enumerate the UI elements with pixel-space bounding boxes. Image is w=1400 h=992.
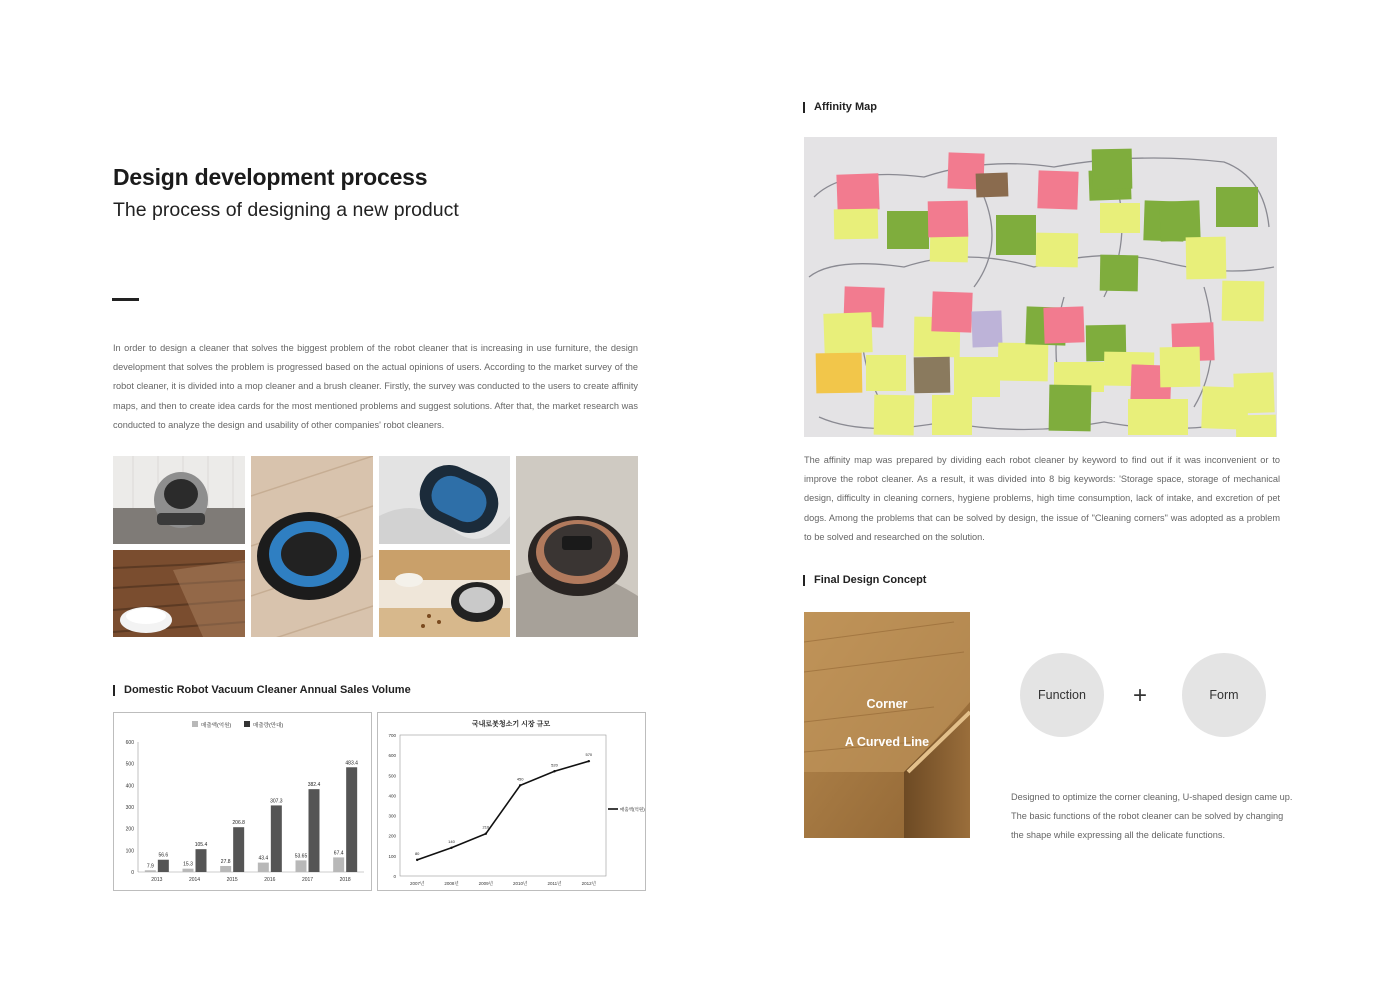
bar-chart-y-tick: 200 [125, 826, 134, 833]
sticky-note [1049, 385, 1092, 432]
line-chart-x-tick: 2009년 [478, 881, 494, 886]
line-chart-y-tick: 0 [393, 874, 396, 879]
sticky-note [976, 172, 1009, 197]
sales-bar-chart [114, 713, 371, 890]
bar-data-label-sales-amount: 15.3 [183, 861, 193, 868]
line-point [588, 760, 590, 762]
line-data-label: 210 [482, 824, 490, 830]
sticky-note [836, 173, 879, 210]
line-point [553, 770, 555, 772]
sticky-note [866, 355, 906, 391]
curved-line-label: A Curved Line [844, 735, 930, 749]
line-data-label: 570 [585, 752, 593, 758]
market-line-chart-panel [377, 712, 646, 891]
line-chart-title: 국내로봇청소기 시장 규모 [471, 721, 551, 728]
sticky-note [1100, 255, 1139, 292]
line-chart-y-tick: 300 [388, 813, 396, 819]
sticky-note [998, 343, 1049, 382]
bar-sales-volume [346, 767, 357, 872]
robot-photo-2 [113, 550, 245, 637]
bar-data-label-sales-volume: 206.8 [232, 820, 245, 827]
bar-chart-x-tick: 2015 [226, 877, 238, 883]
bar-chart-y-tick: 500 [125, 761, 134, 768]
robot-photo-5 [379, 550, 510, 637]
line-legend-label: 매출액(억원) [620, 807, 645, 812]
sticky-note [1036, 233, 1079, 268]
sticky-note [954, 357, 1000, 397]
bar-sales-volume [158, 860, 169, 872]
line-chart-x-tick: 2008년 [444, 881, 459, 886]
line-chart-x-tick: 2011년 [547, 881, 562, 886]
bar-sales-volume [309, 789, 320, 872]
function-circle [1020, 653, 1104, 737]
sticky-note [816, 353, 863, 394]
line-chart-y-tick: 200 [388, 833, 396, 839]
robot-photo-1 [113, 456, 245, 544]
sticky-note [932, 395, 972, 435]
bar-chart-y-tick: 100 [125, 848, 134, 855]
sticky-note [996, 215, 1036, 255]
sticky-note [971, 310, 1002, 347]
bar-chart-y-tick: 0 [131, 870, 134, 876]
sticky-note [1100, 203, 1140, 233]
sticky-note [1236, 415, 1276, 437]
bar-chart-x-tick: 2014 [188, 877, 201, 883]
bar-data-label-sales-volume: 56.6 [158, 852, 169, 859]
bar-sales-volume [196, 849, 207, 872]
bar-data-label-sales-volume: 105.4 [194, 842, 208, 849]
concept-heading: Final Design Concept [803, 574, 926, 586]
sticky-note [887, 211, 929, 249]
bar-sales-amount [296, 860, 307, 872]
bar-sales-amount [220, 866, 231, 872]
bar-data-label-sales-amount: 53.65 [294, 853, 308, 860]
sticky-note [874, 395, 915, 436]
corner-label: Corner [866, 697, 908, 711]
line-chart-x-tick: 2012년 [581, 881, 597, 886]
sales-section-heading: Domestic Robot Vacuum Cleaner Annual Sales Volume [113, 684, 411, 696]
line-chart-y-tick: 500 [388, 773, 396, 779]
line-point [450, 847, 452, 849]
market-line-chart [378, 713, 645, 890]
bar-data-label-sales-amount: 27.8 [220, 858, 231, 865]
line-chart-y-tick: 700 [388, 733, 396, 738]
plus-sign: + [1133, 682, 1148, 709]
bar-sales-amount [258, 863, 269, 872]
sticky-note [1186, 237, 1227, 280]
concept-description: Designed to optimize the corner cleaning, U-shaped design came up. The basic functions of the robot cleaner can be solved by changing the shape while expressing all the delicate functions. [1011, 792, 1293, 841]
line-data-label: 520 [551, 762, 558, 768]
sticky-note [1159, 200, 1200, 241]
affinity-heading: Affinity Map [803, 101, 877, 113]
line-chart-y-tick: 400 [388, 793, 396, 799]
sticky-note [1043, 306, 1084, 343]
bar-chart-y-tick: 400 [125, 783, 134, 790]
sticky-note [1037, 170, 1078, 209]
bar-chart-x-tick: 2016 [264, 877, 276, 883]
sticky-note [931, 291, 972, 332]
form-label: Form [1209, 688, 1239, 702]
sticky-note [823, 312, 872, 354]
bar-data-label-sales-volume: 483.4 [345, 760, 358, 767]
sticky-note [1233, 372, 1274, 413]
legend-label-sales-volume: 매출량(만대) [253, 723, 284, 729]
sales-bar-chart-panel [113, 712, 372, 891]
line-point [519, 784, 521, 786]
page-subtitle: The process of designing a new product [113, 199, 459, 221]
line-data-label: 140 [448, 838, 455, 844]
bar-sales-volume [271, 805, 282, 872]
sticky-note [928, 201, 969, 238]
line-chart-x-tick: 2007년 [409, 881, 425, 886]
bar-sales-volume [233, 827, 244, 872]
intro-paragraph: In order to design a cleaner that solves the biggest problem of the robot cleaner that is increasing in use furniture, the design development that solves the problem is progressed based on the actual opinions of users. According to the market survey of the robot cleaner, it is divided into a mop cleaner and a brush cleaner. Firstly, the survey was conducted to the users to create affinity maps, and then to create idea cards for the most mentioned problems and suggest solutions. After that, the market research was conducted to analyze the design and usability of other companies' robot cleaners. [113, 343, 638, 430]
sticky-note [1222, 281, 1265, 322]
bar-chart-x-tick: 2018 [339, 877, 351, 883]
bar-data-label-sales-volume: 382.4 [307, 782, 321, 789]
robot-photo-3 [251, 456, 373, 637]
legend-swatch-sales-amount [192, 721, 198, 727]
sticky-note [1128, 399, 1188, 435]
bar-data-label-sales-amount: 43.4 [258, 855, 269, 862]
bar-data-label-sales-amount: 7.9 [146, 863, 154, 870]
sticky-note [1216, 187, 1258, 227]
bar-data-label-sales-volume: 307.3 [270, 798, 283, 805]
legend-swatch-sales-volume [244, 721, 250, 727]
line-series-sales-amount [414, 761, 589, 860]
bar-chart-legend [192, 721, 283, 729]
corner-wood-photo [804, 612, 970, 838]
bar-data-label-sales-amount: 67.4 [333, 850, 344, 857]
bar-sales-amount [333, 857, 344, 872]
affinity-description: The affinity map was prepared by dividing each robot cleaner by keyword to find out if it was inconvenient or to improve the robot cleaner. As a result, it was divided into 8 big keywords: 'Storage space, storage of mechanical design, difficulty in cleaning corners, hygiene problems, high time consumption, lack of intake, and excretion of pet dogs. Among the problems that can be solved by design, the issue of "Cleaning corners" was adopted as a problem to be solved and researched on the solution. [804, 455, 1280, 542]
bar-sales-amount [145, 870, 156, 872]
robot-photo-4 [379, 456, 510, 544]
function-label: Function [1038, 688, 1086, 702]
page-title: Design development process [113, 164, 428, 190]
affinity-map-board [804, 137, 1277, 437]
sticky-note [1160, 347, 1201, 388]
line-data-label: 450 [516, 776, 524, 782]
bar-chart-y-tick: 600 [125, 740, 134, 746]
line-data-label: 80 [414, 850, 420, 856]
sticky-note [914, 357, 951, 394]
line-chart-y-tick: 600 [388, 753, 396, 759]
bar-chart-x-tick: 2013 [151, 877, 163, 883]
bar-chart-x-tick: 2017 [301, 877, 314, 883]
line-point [416, 859, 418, 861]
line-chart-y-tick: 100 [388, 853, 396, 859]
sticky-note [834, 209, 879, 240]
affinity-map-photo [804, 137, 1277, 437]
form-circle [1182, 653, 1266, 737]
bar-chart-y-tick: 300 [125, 805, 134, 811]
bar-sales-amount [183, 869, 194, 872]
line-chart-x-tick: 2010년 [512, 881, 528, 886]
sticky-note [1092, 149, 1133, 190]
robot-photo-6 [516, 456, 638, 637]
line-point [485, 833, 487, 835]
title-divider [112, 298, 139, 301]
legend-label-sales-amount: 매출액(억원) [201, 723, 232, 729]
